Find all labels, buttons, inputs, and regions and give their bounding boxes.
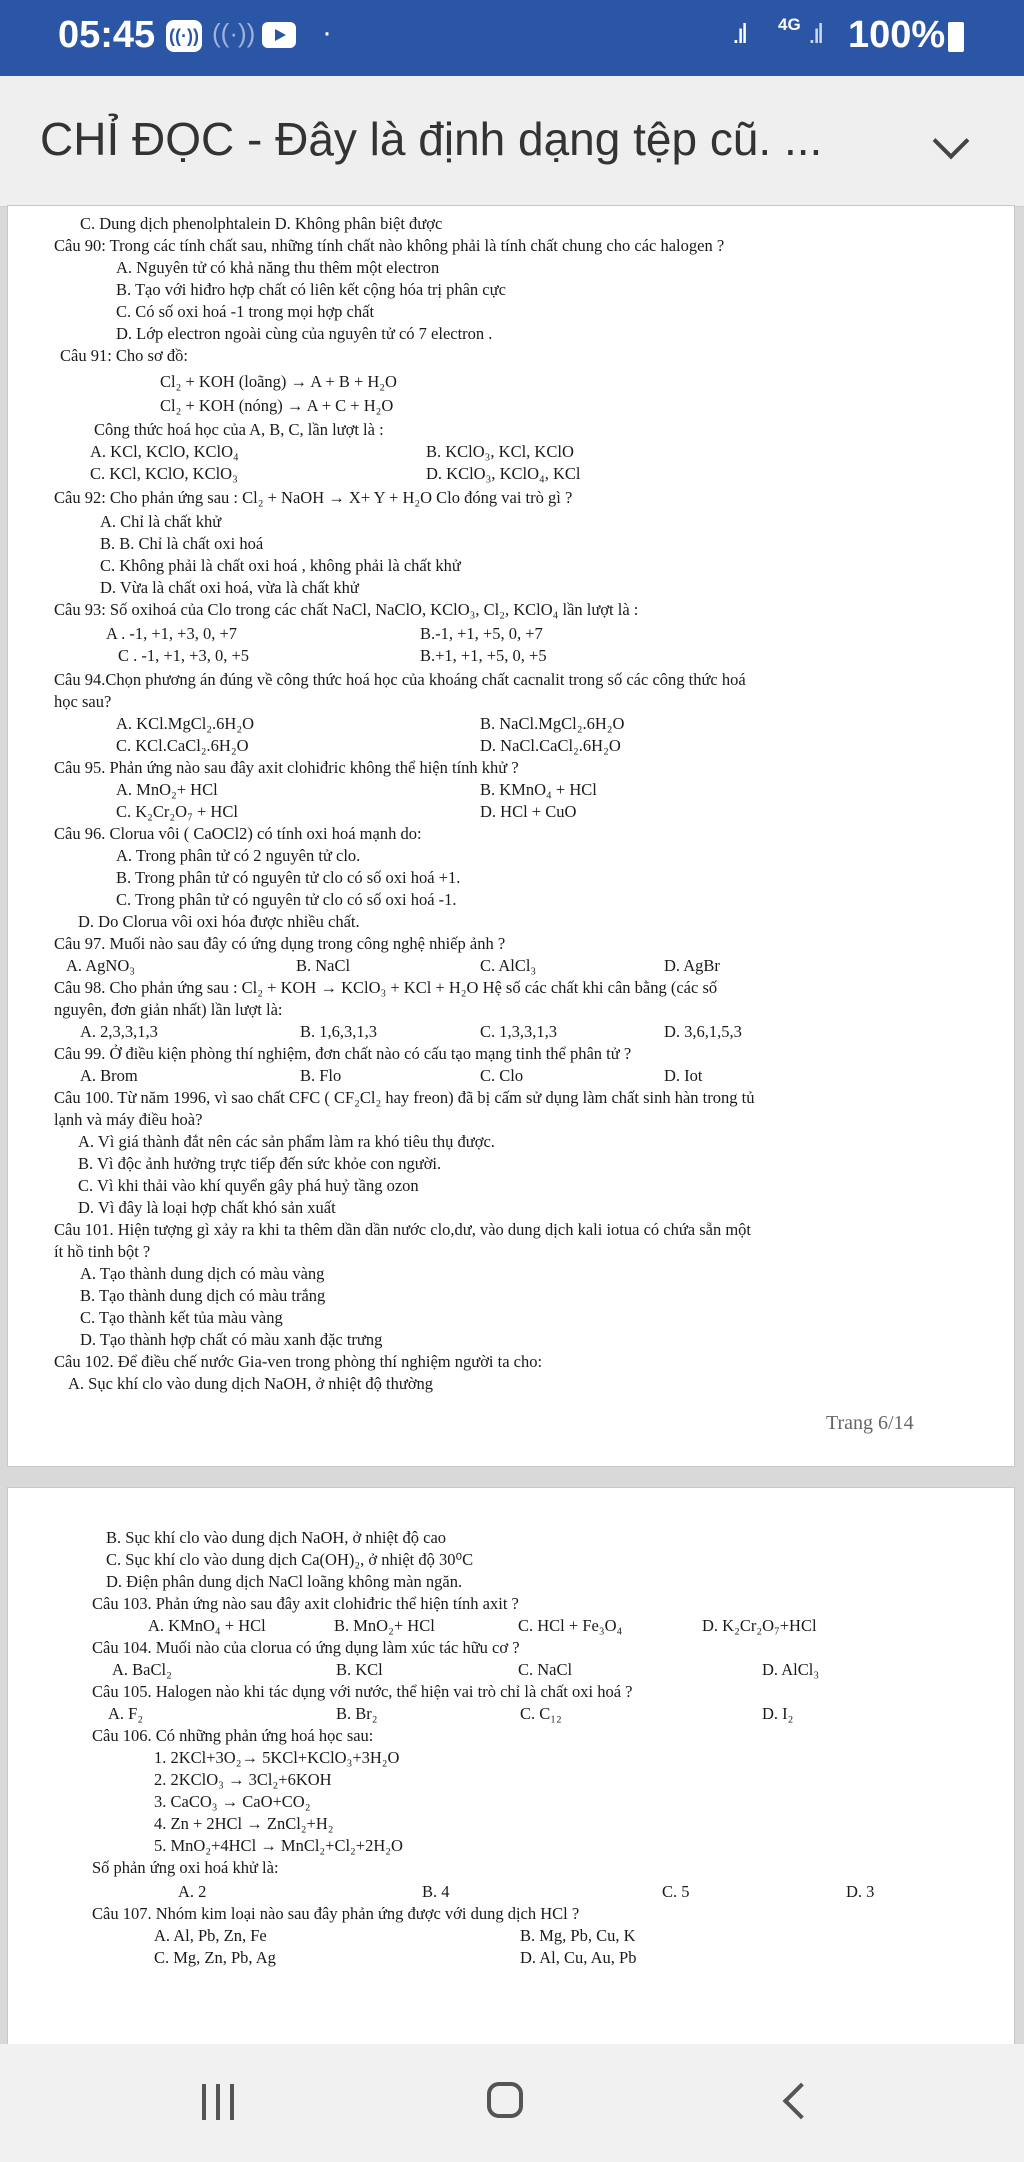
doc-line: C. K₂Cr₂O₇ + HCl [116, 802, 238, 821]
signal-icon: .ıl [808, 18, 821, 49]
back-icon[interactable] [783, 2083, 820, 2120]
youtube-icon [262, 22, 296, 48]
read-only-banner[interactable] [0, 76, 1024, 207]
doc-line: D. KClO₃, KClO₄, KCl [426, 464, 581, 483]
doc-line: A. MnO₂+ HCl [116, 780, 218, 799]
doc-line: A. KCl, KClO, KClO₄ [90, 442, 239, 461]
doc-line: Câu 98. Cho phản ứng sau : Cl₂ + KOH → KClO₃ + KCl + H₂O Hệ số các chất khi cân bằng (các số [54, 978, 718, 997]
doc-line: Câu 91: Cho sơ đồ: [60, 346, 188, 365]
doc-line: Câu 96. Clorua vôi ( CaOCl2) có tính oxi hoá mạnh do: [54, 824, 422, 843]
doc-line: Câu 97. Muối nào sau đây có ứng dụng trong công nghệ nhiếp ảnh ? [54, 934, 506, 953]
doc-line: ít hồ tinh bột ? [54, 1242, 151, 1261]
document-page[interactable] [8, 206, 1014, 1466]
doc-line: B. Trong phân tử có nguyên tử clo có số oxi hoá +1. [116, 868, 461, 887]
doc-line: C. 1,3,3,1,3 [480, 1022, 558, 1041]
doc-line: B. Br₂ [336, 1704, 378, 1723]
doc-line: A. KMnO₄ + HCl [148, 1616, 266, 1635]
status-bar [0, 0, 1024, 76]
doc-line: lạnh và máy điều hoà? [54, 1110, 203, 1129]
doc-line: C. C₁₂ [520, 1704, 562, 1723]
doc-line: A. Nguyên tử có khả năng thu thêm một electron [116, 258, 440, 277]
doc-line: C. AlCl₃ [480, 956, 537, 975]
battery-icon [948, 22, 964, 52]
doc-line: A. 2 [178, 1882, 207, 1901]
doc-line: D. Al, Cu, Au, Pb [520, 1948, 637, 1967]
doc-line: D. NaCl.CaCl₂.6H₂O [480, 736, 621, 755]
doc-line: Câu 107. Nhóm kim loại nào sau đây phản ứng được với dung dịch HCl ? [92, 1904, 580, 1923]
doc-line: A. BaCl₂ [112, 1660, 172, 1679]
doc-line: C. NaCl [518, 1660, 573, 1679]
doc-line: D. 3,6,1,5,3 [664, 1022, 742, 1041]
dot-icon: · [322, 16, 332, 49]
doc-line: D. Điện phân dung dịch NaCl loãng không màn ngăn. [106, 1572, 463, 1591]
doc-line: C. Tạo thành kết tủa màu vàng [80, 1308, 283, 1327]
doc-line: B. Flo [300, 1066, 342, 1085]
doc-line: B. Tạo với hiđro hợp chất có liên kết cộng hóa trị phân cực [116, 280, 506, 299]
doc-line: C. Có số oxi hoá -1 trong mọi hợp chất [116, 302, 375, 321]
doc-line: A. Brom [80, 1066, 138, 1085]
document-page[interactable] [8, 1488, 1014, 2044]
navigation-bar [0, 2044, 1024, 2162]
doc-line: B. B. Chỉ là chất oxi hoá [100, 534, 264, 553]
wifi-calling-icon: ((·)) [166, 20, 202, 52]
doc-line: Câu 103. Phản ứng nào sau đây axit clohiđric thể hiện tính axit ? [92, 1594, 519, 1613]
doc-line: A. AgNO₃ [66, 956, 136, 975]
doc-line: C. Vì khi thải vào khí quyển gây phá huỷ tầng ozon [78, 1176, 419, 1195]
doc-line: B. NaCl [296, 956, 351, 975]
doc-line: A. Sục khí clo vào dung dịch NaOH, ở nhiệt độ thường [68, 1374, 434, 1393]
doc-line: Câu 94.Chọn phương án đúng về công thức hoá học của khoáng chất cacnalit trong số các công thức hoá [54, 670, 746, 689]
doc-line: Câu 95. Phản ứng nào sau đây axit clohiđric không thể hiện tính khử ? [54, 758, 519, 777]
doc-line: D. K₂Cr₂O₇+HCl [702, 1616, 817, 1635]
doc-line: C. KCl, KClO, KClO₃ [90, 464, 238, 483]
doc-line: D. AgBr [664, 956, 720, 975]
doc-line: B. KClO₃, KCl, KClO [426, 442, 574, 461]
doc-line: B. Mg, Pb, Cu, K [520, 1926, 636, 1945]
doc-line: B.+1, +1, +5, 0, +5 [420, 646, 547, 665]
doc-line: B. Tạo thành dung dịch có màu trắng [80, 1286, 326, 1305]
doc-line: 4. Zn + 2HCl → ZnCl₂+H₂ [154, 1814, 334, 1833]
doc-line: 3. CaCO₃ → CaO+CO₂ [154, 1792, 311, 1811]
doc-line: C . -1, +1, +3, 0, +5 [118, 646, 250, 665]
doc-line: Câu 105. Halogen nào khi tác dụng với nước, thể hiện vai trò chỉ là chất oxi hoá ? [92, 1682, 633, 1701]
doc-line: B. KCl [336, 1660, 383, 1679]
doc-line: Câu 90: Trong các tính chất sau, những tính chất nào không phải là tính chất chung cho các halogen ? [54, 236, 725, 255]
doc-line: 5. MnO₂+4HCl → MnCl₂+Cl₂+2H₂O [154, 1836, 403, 1855]
doc-line: Câu 100. Từ năm 1996, vì sao chất CFC ( CF₂Cl₂ hay freon) đã bị cấm sử dụng làm chất sinh hàn trong tủ [54, 1088, 755, 1107]
doc-line: C. 5 [662, 1882, 690, 1901]
doc-line: C. Trong phân tử có nguyên tử clo có số oxi hoá -1. [116, 890, 457, 909]
doc-line: A. Tạo thành dung dịch có màu vàng [80, 1264, 325, 1283]
doc-line: B. Sục khí clo vào dung dịch NaOH, ở nhiệt độ cao [106, 1528, 447, 1547]
doc-line: D. HCl + CuO [480, 802, 577, 821]
wifi-icon: ((·)) [212, 18, 256, 48]
doc-line: Câu 106. Có những phản ứng hoá học sau: [92, 1726, 374, 1745]
doc-line: A . -1, +1, +3, 0, +7 [106, 624, 238, 643]
doc-line: Cl₂ + KOH (loãng) → A + B + H₂O [160, 372, 397, 391]
doc-line: A. Trong phân tử có 2 nguyên tử clo. [116, 846, 361, 865]
doc-line: C. KCl.CaCl₂.6H₂O [116, 736, 249, 755]
doc-line: Cl₂ + KOH (nóng) → A + C + H₂O [160, 396, 394, 415]
doc-line: học sau? [54, 692, 112, 711]
recents-icon[interactable] [202, 2084, 238, 2120]
doc-line: Câu 102. Để điều chế nước Gia-ven trong phòng thí nghiệm người ta cho: [54, 1352, 543, 1371]
doc-line: Câu 92: Cho phản ứng sau : Cl₂ + NaOH → X+ Y + H₂O Clo đóng vai trò gì ? [54, 488, 573, 507]
doc-line: Câu 104. Muối nào của clorua có ứng dụng làm xúc tác hữu cơ ? [92, 1638, 520, 1657]
doc-line: C. Sục khí clo vào dung dịch Ca(OH)₂, ở nhiệt độ 30⁰C [106, 1550, 474, 1569]
network-type: 4G [778, 15, 801, 34]
doc-line: B. 4 [422, 1882, 450, 1901]
doc-line: nguyên, đơn giản nhất) lần lượt là: [54, 1000, 283, 1019]
doc-line: 1. 2KCl+3O₂→ 5KCl+KClO₃+3H₂O [154, 1748, 400, 1767]
doc-line: C. Mg, Zn, Pb, Ag [154, 1948, 276, 1967]
doc-line: Công thức hoá học của A, B, C, lần lượt là : [94, 420, 384, 439]
doc-line: D. Vừa là chất oxi hoá, vừa là chất khử [100, 578, 359, 597]
doc-line: A. Vì giá thành đắt nên các sản phẩm làm ra khó tiêu thụ được. [78, 1132, 495, 1151]
doc-line: D. Iot [664, 1066, 703, 1085]
doc-line: A. Chỉ là chất khử [100, 512, 222, 531]
doc-line: Câu 101. Hiện tượng gì xảy ra khi ta thêm dần dần nước clo,dư, vào dung dịch kali iotua có chứa sẵn một [54, 1220, 752, 1239]
doc-line: D. 3 [846, 1882, 875, 1901]
doc-line: D. Do Clorua vôi oxi hóa được nhiều chất. [78, 912, 360, 931]
doc-line: D. Lớp electron ngoài cùng của nguyên tử có 7 electron . [116, 324, 493, 343]
doc-line: C. Dung dịch phenolphtalein D. Không phân biệt được [80, 214, 443, 233]
doc-line: D. Tạo thành hợp chất có màu xanh đặc trưng [80, 1330, 383, 1349]
chevron-down-icon[interactable] [933, 123, 970, 160]
doc-line: 2. 2KClO₃ → 3Cl₂+6KOH [154, 1770, 332, 1789]
clock: 05:45 [58, 14, 156, 56]
doc-line: B. 1,6,3,1,3 [300, 1022, 378, 1041]
doc-line: C. HCl + Fe₃O₄ [518, 1616, 623, 1635]
battery-percent: 100% [848, 14, 946, 56]
doc-line: D. Vì đây là loại hợp chất khó sản xuất [78, 1198, 336, 1217]
doc-line: Câu 99. Ở điều kiện phòng thí nghiệm, đơn chất nào có cấu tạo mạng tinh thể phân tử ? [54, 1044, 632, 1063]
doc-line: A. Al, Pb, Zn, Fe [154, 1926, 267, 1945]
doc-line: D. AlCl₃ [762, 1660, 820, 1679]
doc-line: B. Vì độc ảnh hưởng trực tiếp đến sức khỏe con người. [78, 1154, 442, 1173]
doc-line: C. Không phải là chất oxi hoá , không phải là chất khử [100, 556, 461, 575]
home-icon[interactable] [487, 2082, 523, 2118]
doc-line: B. NaCl.MgCl₂.6H₂O [480, 714, 625, 733]
signal-icon: .ıl [732, 18, 745, 49]
doc-line: B. KMnO₄ + HCl [480, 780, 597, 799]
doc-line: A. F₂ [108, 1704, 144, 1723]
doc-line: B.-1, +1, +5, 0, +7 [420, 624, 543, 643]
doc-line: D. I₂ [762, 1704, 794, 1723]
page-number: Trang 6/14 [826, 1412, 914, 1434]
doc-line: Số phản ứng oxi hoá khử là: [92, 1858, 279, 1877]
doc-line: A. 2,3,3,1,3 [80, 1022, 158, 1041]
doc-line: B. MnO₂+ HCl [334, 1616, 435, 1635]
doc-line: A. KCl.MgCl₂.6H₂O [116, 714, 255, 733]
doc-line: Câu 93: Số oxihoá của Clo trong các chất NaCl, NaClO, KClO₃, Cl₂, KClO₄ lần lượt là : [54, 600, 639, 619]
doc-line: C. Clo [480, 1066, 524, 1085]
page-title: CHỈ ĐỌC - Đây là định dạng tệp cũ. ... [40, 113, 823, 165]
